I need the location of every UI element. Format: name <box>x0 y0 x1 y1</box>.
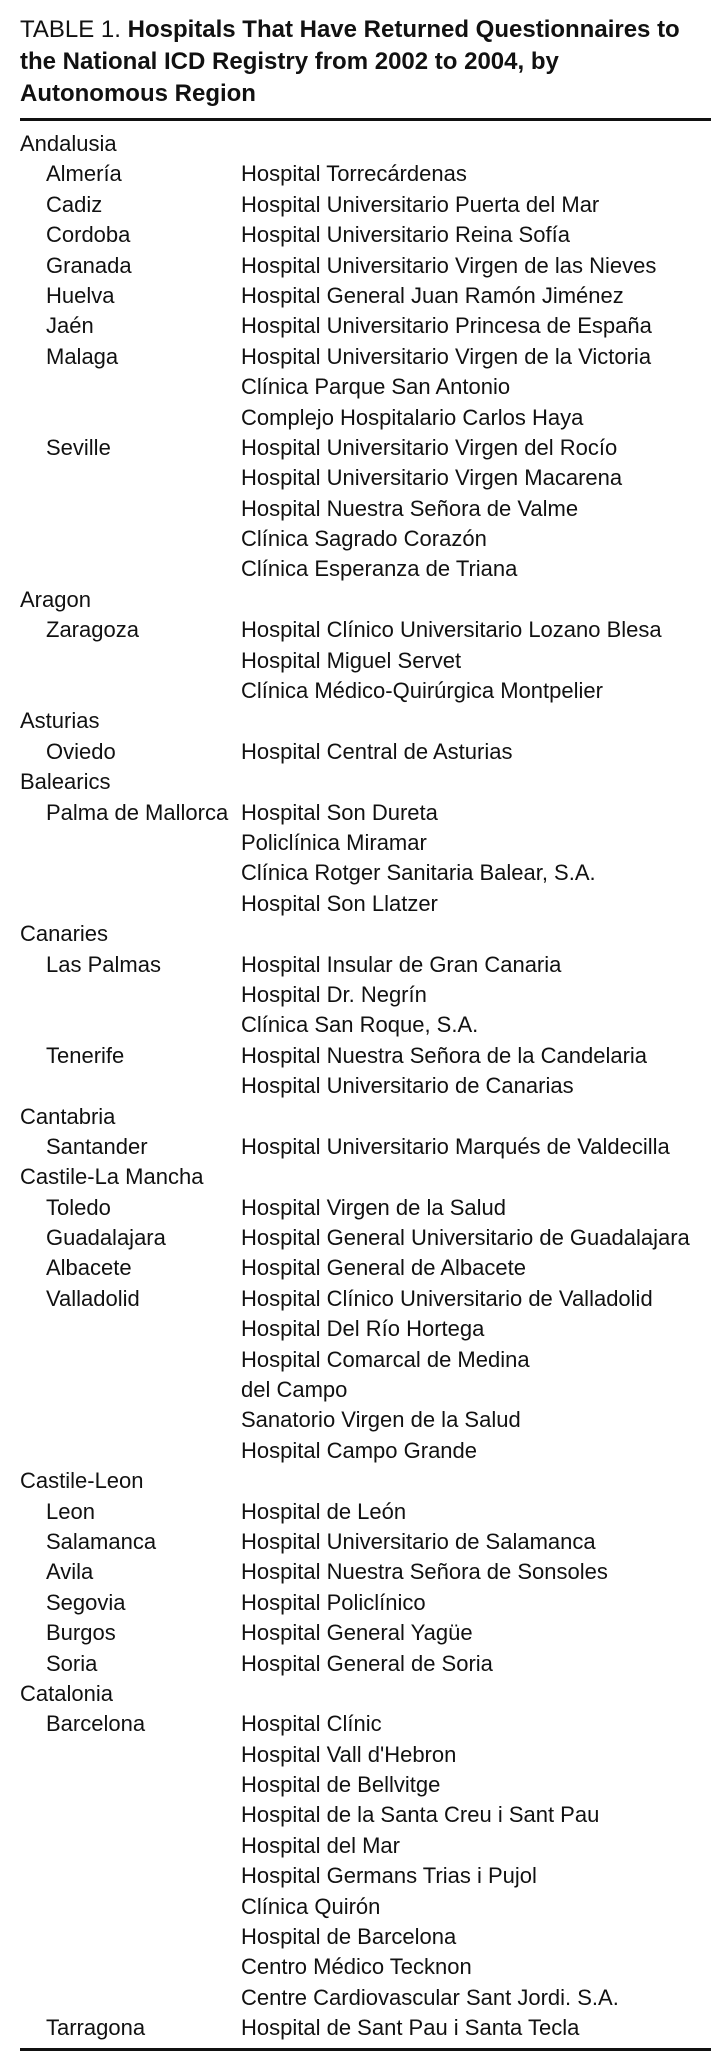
city-name <box>20 889 241 919</box>
hospital-name: Sanatorio Virgen de la Salud <box>241 1407 521 1433</box>
hospital-name: Hospital Del Río Hortega <box>241 1316 485 1342</box>
hospital-name: Hospital de León <box>241 1498 407 1524</box>
table-row <box>20 1253 711 1283</box>
table-row <box>20 828 711 858</box>
hospital-name: Hospital Vall d'Hebron <box>241 1741 457 1767</box>
table-row <box>20 1892 711 1922</box>
region-row <box>20 767 711 797</box>
hospital-name: Clínica Médico-Quirúrgica Montpelier <box>241 678 603 704</box>
hospital-name: Centro Médico Tecknon <box>241 1954 472 1980</box>
table-row <box>20 433 711 463</box>
city-name <box>20 646 241 676</box>
table-row <box>20 1557 711 1587</box>
hospital-name: Centre Cardiovascular Sant Jordi. S.A. <box>241 1984 619 2010</box>
hospital-name: Clínica Sagrado Corazón <box>241 526 487 552</box>
table-row <box>20 220 711 250</box>
city-name <box>20 1345 241 1375</box>
city-name: Toledo <box>46 1194 111 1220</box>
table-row <box>20 980 711 1010</box>
table-row <box>20 1861 711 1891</box>
hospital-name: Clínica Esperanza de Triana <box>241 556 518 582</box>
hospital-name: Hospital Universitario de Canarias <box>241 1073 574 1099</box>
region-name: Castile-La Mancha <box>20 1164 204 1190</box>
city-name <box>20 1952 241 1982</box>
hospital-name: Hospital General de Albacete <box>241 1255 526 1281</box>
table-row <box>20 281 711 311</box>
city-name: Albacete <box>46 1255 132 1281</box>
city-name <box>20 1770 241 1800</box>
city-name: Jaén <box>46 313 94 339</box>
hospital-name: Hospital Policlínico <box>241 1589 426 1615</box>
hospital-name: Hospital Son Llatzer <box>241 890 438 916</box>
hospital-name: Hospital Son Dureta <box>241 799 438 825</box>
region-name: Catalonia <box>20 1680 113 1706</box>
hospital-name: Clínica San Roque, S.A. <box>241 1012 479 1038</box>
city-name <box>20 403 241 433</box>
hospital-name: Hospital de Barcelona <box>241 1924 457 1950</box>
hospital-name: Hospital General Yagüe <box>241 1620 473 1646</box>
city-name: Zaragoza <box>46 617 139 643</box>
hospital-name: Clínica Parque San Antonio <box>241 374 511 400</box>
hospital-name: Hospital Miguel Servet <box>241 647 462 673</box>
hospital-name: Hospital del Mar <box>241 1832 400 1858</box>
hospital-name: Hospital Torrecárdenas <box>241 161 467 187</box>
city-name <box>20 1314 241 1344</box>
city-name <box>20 1740 241 1770</box>
city-name <box>20 1436 241 1466</box>
hospital-name: Hospital Universitario Marqués de Valdecilla <box>241 1133 670 1159</box>
table-row <box>20 1284 711 1314</box>
city-name: Salamanca <box>46 1528 157 1554</box>
city-name <box>20 1405 241 1435</box>
table-label: TABLE 1. <box>20 16 128 43</box>
hospital-name: Hospital Clínic <box>241 1711 382 1737</box>
city-name <box>20 554 241 584</box>
city-name <box>20 676 241 706</box>
hospital-name: Hospital Nuestra Señora de Valme <box>241 495 579 521</box>
city-name <box>20 858 241 888</box>
city-name <box>20 1071 241 1101</box>
city-name: Barcelona <box>46 1711 146 1737</box>
table-row <box>20 1983 711 2013</box>
region-name: Andalusia <box>20 131 117 156</box>
city-name <box>20 524 241 554</box>
city-name: Malaga <box>46 343 119 369</box>
hospital-name: Hospital General de Soria <box>241 1650 493 1676</box>
city-name <box>20 980 241 1010</box>
table-row <box>20 1193 711 1223</box>
table-caption <box>20 14 711 110</box>
table-row <box>20 1132 711 1162</box>
region-name: Castile-Leon <box>20 1468 144 1494</box>
table-row <box>20 1740 711 1770</box>
city-name <box>20 1010 241 1040</box>
table-row <box>20 798 711 828</box>
table-row <box>20 190 711 220</box>
table-row <box>20 1618 711 1648</box>
hospital-name: Hospital General Juan Ramón Jiménez <box>241 282 624 308</box>
city-name: Soria <box>46 1650 98 1676</box>
city-name <box>20 1831 241 1861</box>
hospital-name: Clínica Quirón <box>241 1893 381 1919</box>
table-row <box>20 737 711 767</box>
city-name <box>20 1800 241 1830</box>
city-name <box>20 828 241 858</box>
city-name: Tarragona <box>46 2015 146 2041</box>
table-row <box>20 1527 711 1557</box>
city-name: Cordoba <box>46 222 131 248</box>
table-row <box>20 463 711 493</box>
city-name: Burgos <box>46 1620 116 1646</box>
hospital-name: Hospital Universitario Virgen de la Victoria <box>241 343 652 369</box>
table-row <box>20 1041 711 1071</box>
hospital-name: Hospital Germans Trias i Pujol <box>241 1863 537 1889</box>
hospital-name: Hospital General Universitario de Guadalajara <box>241 1225 690 1251</box>
region-row <box>20 129 711 159</box>
table-row <box>20 615 711 645</box>
hospital-name: Hospital Clínico Universitario de Valladolid <box>241 1285 653 1311</box>
hospital-name: Hospital de la Santa Creu i Sant Pau <box>241 1802 600 1828</box>
table-row <box>20 1345 711 1375</box>
city-name: Seville <box>46 434 111 460</box>
table-row <box>20 159 711 189</box>
city-name: Valladolid <box>46 1285 140 1311</box>
region-name: Balearics <box>20 769 111 795</box>
table-row <box>20 311 711 341</box>
region-name: Aragon <box>20 586 91 612</box>
hospital-name: Policlínica Miramar <box>241 829 427 855</box>
table-row <box>20 950 711 980</box>
hospital-name: Hospital Universitario Virgen Macarena <box>241 465 623 491</box>
table-row <box>20 1314 711 1344</box>
table-row <box>20 251 711 281</box>
table-row <box>20 1497 711 1527</box>
table-row <box>20 403 711 433</box>
table-row <box>20 1770 711 1800</box>
city-name: Las Palmas <box>46 951 161 977</box>
table-row <box>20 1436 711 1466</box>
city-name: Avila <box>46 1559 94 1585</box>
hospital-name: Hospital Virgen de la Salud <box>241 1194 506 1220</box>
region-row <box>20 919 711 949</box>
hospital-name: Hospital Universitario Princesa de España <box>241 313 652 339</box>
hospital-name: Hospital Insular de Gran Canaria <box>241 951 562 977</box>
hospital-name: Hospital Comarcal de Medina <box>241 1346 530 1372</box>
hospital-name: Hospital Universitario Virgen del Rocío <box>241 434 618 460</box>
city-name: Leon <box>46 1498 95 1524</box>
hospital-name: Hospital Universitario Reina Sofía <box>241 222 570 248</box>
city-name: Oviedo <box>46 738 116 764</box>
table-row <box>20 646 711 676</box>
hospital-name: del Campo <box>241 1377 348 1403</box>
table-row <box>20 889 711 919</box>
hospital-name: Clínica Rotger Sanitaria Balear, S.A. <box>241 860 596 886</box>
hospital-name: Hospital Clínico Universitario Lozano Blesa <box>241 617 662 643</box>
city-name: Palma de Mallorca <box>46 799 229 825</box>
region-name: Canaries <box>20 921 109 947</box>
region-row <box>20 1466 711 1496</box>
region-row <box>20 1102 711 1132</box>
region-row <box>20 585 711 615</box>
table-row <box>20 494 711 524</box>
table-row <box>20 524 711 554</box>
city-name: Segovia <box>46 1589 126 1615</box>
table-row <box>20 342 711 372</box>
table-row <box>20 1952 711 1982</box>
city-name <box>20 1922 241 1952</box>
city-name <box>20 1375 241 1405</box>
table-row <box>20 372 711 402</box>
city-name: Almería <box>46 161 122 187</box>
city-name <box>20 463 241 493</box>
city-name: Guadalajara <box>46 1225 166 1251</box>
table-row <box>20 1405 711 1435</box>
table-row <box>20 1922 711 1952</box>
table-row <box>20 1649 711 1679</box>
table-row <box>20 2013 711 2043</box>
city-name: Cadiz <box>46 191 103 217</box>
city-name <box>20 372 241 402</box>
hospital-name: Hospital Campo Grande <box>241 1437 478 1463</box>
table-row <box>20 1800 711 1830</box>
table-bottom-rule <box>20 2048 711 2051</box>
city-name: Tenerife <box>46 1042 125 1068</box>
region-row <box>20 1679 711 1709</box>
hospital-name: Hospital Universitario Virgen de las Nieves <box>241 252 657 278</box>
region-name: Asturias <box>20 708 100 734</box>
city-name <box>20 1983 241 2013</box>
table-row <box>20 1071 711 1101</box>
city-name <box>20 1892 241 1922</box>
table-row <box>20 1223 711 1253</box>
table-row <box>20 1709 711 1739</box>
table-row <box>20 676 711 706</box>
table-row <box>20 1831 711 1861</box>
hospital-name: Hospital Nuestra Señora de Sonsoles <box>241 1559 608 1585</box>
table-row <box>20 1588 711 1618</box>
table-row <box>20 1010 711 1040</box>
hospital-name: Hospital de Sant Pau i Santa Tecla <box>241 2015 580 2041</box>
table-row <box>20 1375 711 1405</box>
hospital-name: Hospital Dr. Negrín <box>241 981 427 1007</box>
table-row <box>20 858 711 888</box>
table-title: Hospitals That Have Returned Questionnaires to the National ICD Registry from 2002 to 2004, by Autonomous Region <box>20 16 680 107</box>
region-row <box>20 706 711 736</box>
hospital-name: Hospital de Bellvitge <box>241 1772 441 1798</box>
region-name: Cantabria <box>20 1103 116 1129</box>
city-name <box>20 494 241 524</box>
hospital-table <box>20 121 711 2044</box>
table-row <box>20 554 711 584</box>
city-name: Huelva <box>46 282 115 308</box>
city-name <box>20 1861 241 1891</box>
hospital-name: Hospital Universitario Puerta del Mar <box>241 191 600 217</box>
region-row <box>20 1162 711 1192</box>
city-name: Granada <box>46 252 132 278</box>
city-name: Santander <box>46 1133 148 1159</box>
hospital-name: Hospital Universitario de Salamanca <box>241 1528 596 1554</box>
hospital-name: Hospital Nuestra Señora de la Candelaria <box>241 1042 648 1068</box>
hospital-name: Complejo Hospitalario Carlos Haya <box>241 404 584 430</box>
hospital-name: Hospital Central de Asturias <box>241 738 513 764</box>
